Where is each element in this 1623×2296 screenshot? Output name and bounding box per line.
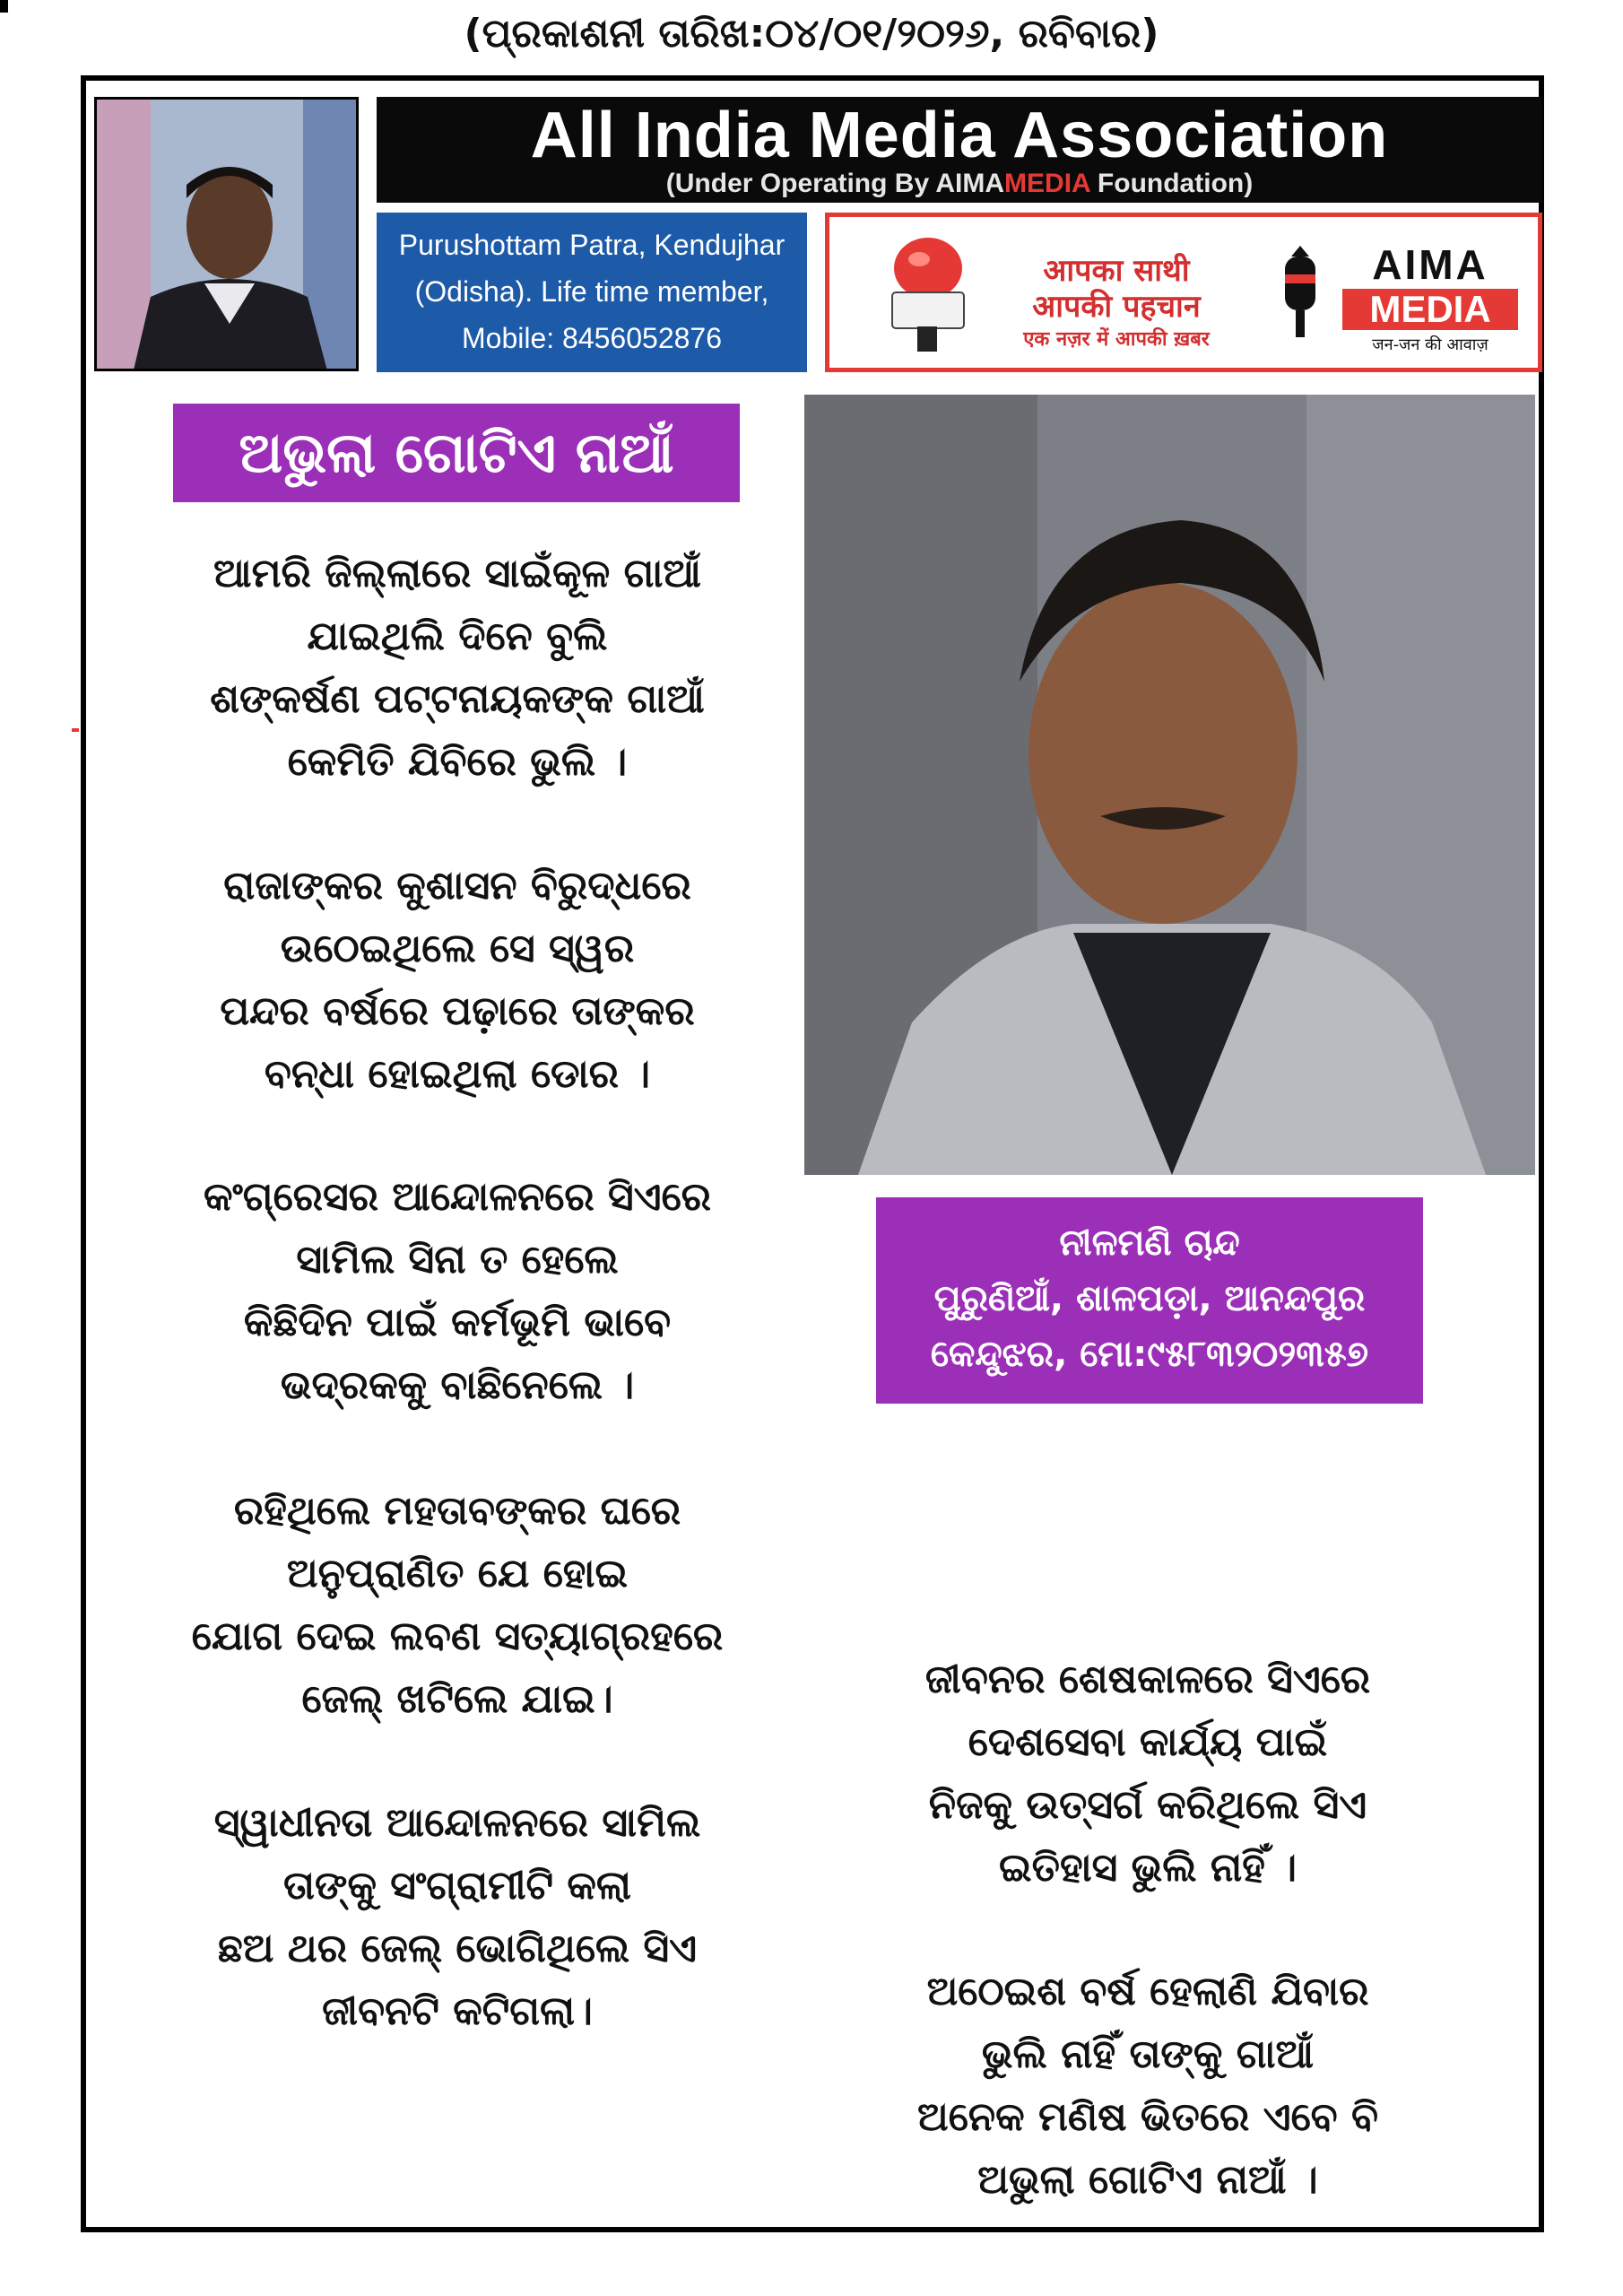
poem-line: ଉଠେଇଥିଲେ ସେ ସ୍ୱର (280, 926, 635, 971)
poem-line: ଆମରି ଜିଲ୍ଲାରେ ସାଇଁକୂଳ ଗାଆଁ (213, 551, 701, 596)
stanza-left-3 (143, 1166, 771, 1417)
publication-date: (ପ୍ରକାଶନୀ ତାରିଖ:୦୪/୦୧/୨୦୨୬, ରବିବାର) (464, 11, 1159, 57)
stray-mark (72, 728, 79, 732)
member-info (377, 213, 807, 372)
association-subtitle (377, 170, 1542, 197)
poem-line: ପନ୍ଦର ବର୍ଷରେ ପଢ଼ାରେ ତାଙ୍କର (220, 988, 695, 1034)
poem-line: ଜୀବନର ଶେଷକାଳରେ ସିଏରେ (924, 1657, 1371, 1702)
poem-line: ଶଙ୍କର୍ଷଣ ପଟ୍ଟନାୟକଙ୍କ ଗାଆଁ (210, 676, 705, 722)
author-name: ନୀଳମଣି ଚାନ୍ଦ (1059, 1222, 1240, 1264)
poem-line: ଅଠେଇଶ ବର୍ଷ ହେଲାଣି ଯିବାର (926, 1969, 1369, 2014)
poem-line: ନିଜକୁ ଉତ୍ସର୍ଗ କରିଥିଲେ ସିଏ (928, 1782, 1367, 1828)
association-title: All India Media Association (530, 100, 1389, 171)
subtitle-prefix: (Under Operating By (665, 169, 936, 198)
poem-line: ଯାଇଥିଲି ଦିନେ ବୁଲି (307, 613, 608, 659)
media-ad (825, 213, 1542, 372)
poem-line: ଇତିହାସ ଭୁଲି ନାହିଁ । (998, 1845, 1298, 1891)
stanza-left-1 (143, 543, 771, 794)
aima-brand (1332, 241, 1529, 355)
poem-line: ରାଜାଙ୍କର କୁଶାସନ ବିରୁଦ୍ଧରେ (223, 863, 691, 909)
subtitle-media: MEDIA (1004, 169, 1090, 198)
poem-line: ସ୍ୱାଧୀନତା ଆନ୍ଦୋଳନରେ ସାମିଲ (213, 1800, 701, 1846)
stanza-right-1 (834, 1648, 1462, 1900)
poem-line: ଛଅ ଥର ଜେଲ୍ ଭୋଗିଥିଲେ ସିଏ (217, 1926, 698, 1971)
member-line-3: Mobile: 8456052876 (461, 322, 722, 354)
poem-line: ରହିଥିଲେ ମହତାବଙ୍କର ଘରେ (233, 1488, 681, 1534)
brand-slogan: जन-जन की आवाज़ (1372, 335, 1488, 354)
author-contact: କେନ୍ଦୁଝର, ମୋ:୯୫୮୩୨୦୨୩୫୭ (930, 1334, 1369, 1375)
poet-subject-portrait (804, 395, 1535, 1175)
subtitle-aima: AIMA (935, 169, 1005, 198)
member-line-1: Purushottam Patra, Kendujhar (398, 229, 785, 261)
poem-title: ଅଭୁଲା ଗୋଟିଏ ନାଆଁ (173, 404, 740, 502)
brand-bottom: MEDIA (1342, 289, 1518, 330)
stanza-left-4 (143, 1480, 771, 1731)
poem-line: ବନ୍ଧା ହୋଇଥିଲା ଡୋର । (264, 1051, 651, 1097)
poem-line: ଅନୁପ୍ରାଣିତ ଯେ ହୋଇ (286, 1551, 629, 1596)
subtitle-suffix: Foundation) (1089, 169, 1254, 198)
stanza-right-2 (834, 1961, 1462, 2212)
poem-line: ଜୀବନଟି କଟିଗଲା। (322, 1988, 593, 2034)
poem-line: ତାଙ୍କୁ ସଂଗ୍ରାମୀଟି କଲା (283, 1863, 631, 1909)
stanza-left-5 (143, 1792, 771, 2043)
author-address: ପୁରୁଣିଆଁ, ଶାଳପଡ଼ା, ଆନନ୍ଦପୁର (933, 1278, 1366, 1319)
poem-line: କଂଗ୍ରେସର ଆନ୍ଦୋଳନରେ ସିଏରେ (203, 1174, 712, 1220)
tagline-block (1000, 253, 1233, 325)
poem-line: ଭଦ୍ରକକୁ ବାଛିନେଲେ । (280, 1362, 635, 1408)
aima-logo-icon (1278, 244, 1323, 343)
poem-line: ଭୁଲି ନାହିଁ ତାଙ୍କୁ ଗାଆଁ (981, 2031, 1315, 2077)
tagline-3: एक नज़र में आपकी ख़बर (1023, 328, 1210, 351)
association-banner (377, 97, 1542, 203)
poem-line: ସାମିଲ ସିନା ତ ହେଲେ (296, 1237, 619, 1283)
tagline-1: आपका साथी (1043, 253, 1190, 289)
member-line-2: (Odisha). Life time member, (414, 275, 769, 308)
author-caption (876, 1197, 1423, 1404)
brand-top: AIMA (1372, 241, 1488, 288)
poem-line: ଯୋଗ ଦେଇ ଲବଣ ସତ୍ୟାଗ୍ରହରେ (191, 1613, 724, 1659)
poem-line: କେମିତି ଯିବିରେ ଭୁଲି । (287, 739, 628, 785)
microphone-icon (865, 237, 982, 353)
poem-line: କିଛିଦିନ ପାଇଁ କର୍ମଭୂମି ଭାବେ (243, 1300, 672, 1345)
poem-line: ଜେଲ୍ ଖଟିଲେ ଯାଇ। (301, 1676, 613, 1722)
poem-line: ଅନେକ ମଣିଷ ଭିତରେ ଏବେ ବି (917, 2094, 1378, 2140)
poem-line: ଅଭୁଲା ଗୋଟିଏ ନାଆଁ । (977, 2157, 1318, 2203)
poem-line: ଦେଶସେବା କାର୍ଯ୍ୟ ପାଇଁ (968, 1719, 1328, 1765)
member-photo (94, 97, 359, 371)
tagline-2: आपकी पहचान (1032, 289, 1201, 325)
stanza-left-2 (143, 855, 771, 1106)
